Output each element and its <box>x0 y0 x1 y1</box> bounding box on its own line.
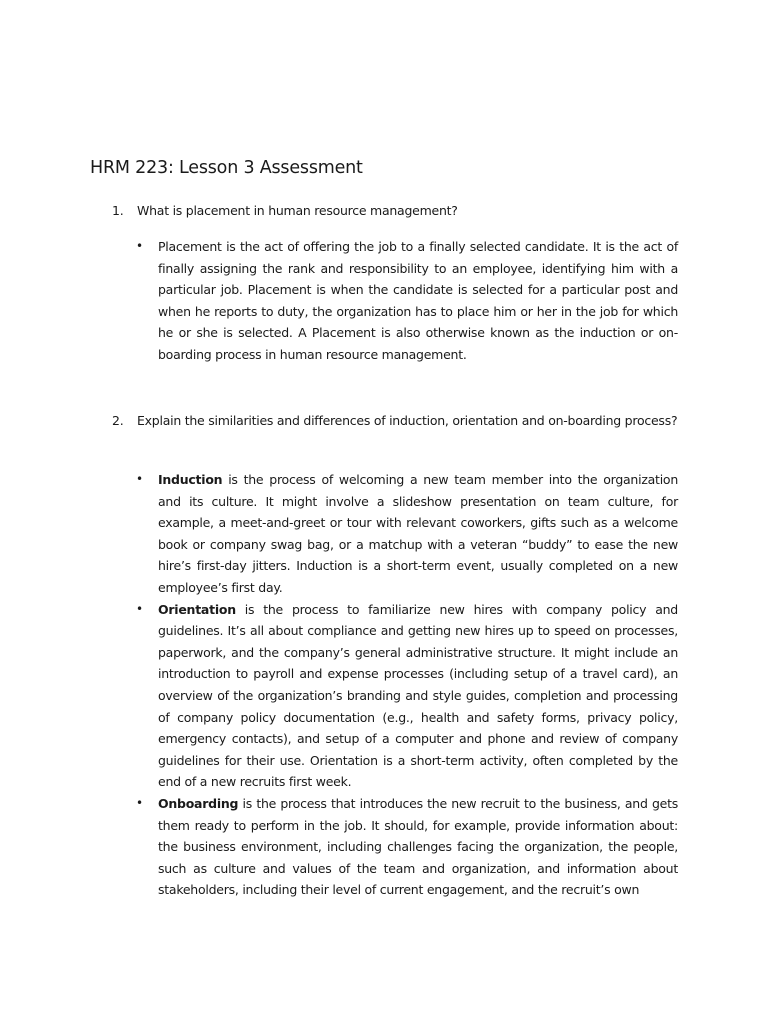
question-number: 2. <box>112 413 124 428</box>
answer-text: Placement is the act of offering the job to a finally selected candidate. It is the act of finally assigning the rank and responsibility to an employee, identifying him with a particular job. Placement is when the candidate is selected for a particular post and when he reports to duty, the organization has to place him or her in the job for which he or she is selected. A Placement is also otherwise known as the induction or on-boarding process in human resource management. <box>158 239 678 362</box>
answer-text: is the process of welcoming a new team member into the organization and its culture. It might involve a slideshow presentation on team culture, for example, a meet-and-greet or tour with relevant coworkers, gifts such as a welcome book or company swag bag, or a matchup with a veteran “buddy” to ease the new hire’s first-day jitters. Induction is a short-term event, usually completed on a new employee’s first day. <box>158 472 678 595</box>
term-induction: Induction <box>158 472 223 487</box>
list-item <box>136 599 678 793</box>
question-1 <box>112 200 678 222</box>
question-2 <box>112 410 678 432</box>
answer-list-2 <box>136 469 678 901</box>
bullet-icon: • <box>136 239 143 253</box>
answer-text: is the process to familiarize new hires with company policy and guidelines. It’s all about compliance and getting new hires up to speed on processes, paperwork, and the company’s general administrative structure. It might include an introduction to payroll and expense processes (including setup of a travel card), an overview of the organization’s branding and style guides, completion and processing of company policy documentation (e.g., health and safety forms, privacy policy, emergency contacts), and setup of a computer and phone and review of company guidelines for their use. Orientation is a short-term activity, often completed by the end of a new recruits first week. <box>158 601 678 790</box>
answer-text: is the process that introduces the new recruit to the business, and gets them ready to perform in the job. It should, for example, provide information about: the business environment, including challenges facing the organization, the people, such as culture and values of the team and organization, and information about stakeholders, including their level of current engagement, and the recruit’s own <box>158 795 678 898</box>
question-number: 1. <box>112 203 124 218</box>
list-item <box>136 793 678 901</box>
term-orientation: Orientation <box>158 601 236 617</box>
term-onboarding: Onboarding <box>158 795 239 811</box>
page-title: HRM 223: Lesson 3 Assessment <box>90 158 363 178</box>
bullet-icon: • <box>136 472 143 486</box>
list-item <box>136 236 678 366</box>
list-item <box>136 469 678 599</box>
bullet-icon: • <box>136 601 143 616</box>
answer-list-1 <box>136 236 678 366</box>
question-text: What is placement in human resource management? <box>137 203 458 218</box>
bullet-icon: • <box>136 795 143 810</box>
question-text: Explain the similarities and differences of induction, orientation and on-boarding process? <box>137 413 678 428</box>
